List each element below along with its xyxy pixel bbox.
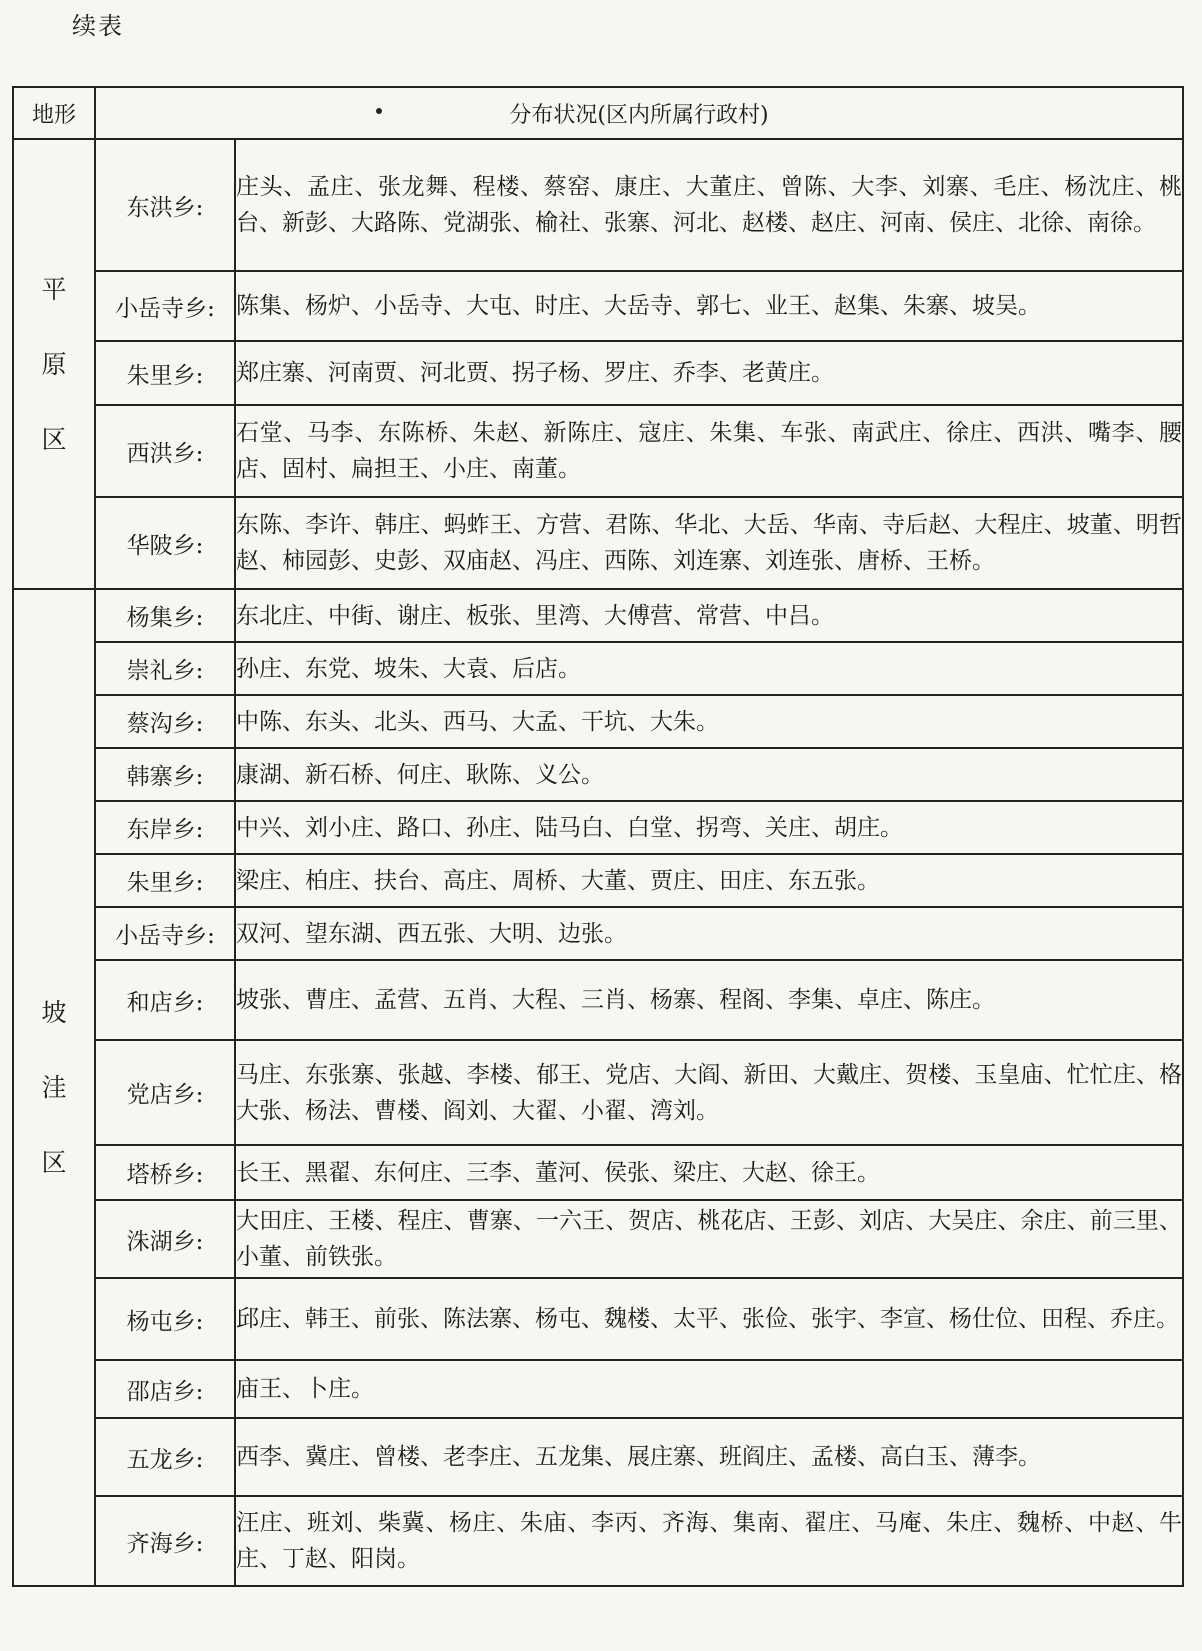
- villages-cell: 中兴、刘小庄、路口、孙庄、陆马白、白堂、拐弯、关庄、胡庄。: [235, 801, 1183, 854]
- table-row: [13, 589, 1183, 642]
- villages-cell: 庄头、孟庄、张龙舞、程楼、蔡窑、康庄、大董庄、曾陈、大李、刘寨、毛庄、杨沈庄、桃台、新彭、大路陈、党湖张、榆社、张寨、河北、赵楼、赵庄、河南、侯庄、北徐、南徐。: [235, 139, 1183, 271]
- page-header: 续表: [72, 12, 124, 40]
- villages-cell: 中陈、东头、北头、西马、大孟、干坑、大朱。: [235, 695, 1183, 748]
- township-cell: 洙湖乡:: [95, 1200, 235, 1278]
- table-row: [13, 1145, 1183, 1200]
- table-row: [13, 642, 1183, 695]
- township-cell: 东岸乡:: [95, 801, 235, 854]
- table-row: [13, 497, 1183, 589]
- table-row: [13, 801, 1183, 854]
- header-distribution: 分布状况(区内所属行政村): [95, 87, 1183, 139]
- region-cell: 坡 洼 区: [13, 589, 95, 1586]
- table-body: [13, 139, 1183, 1586]
- table-row: [13, 960, 1183, 1040]
- township-cell: 朱里乡:: [95, 854, 235, 907]
- table-row: [13, 854, 1183, 907]
- township-cell: 杨集乡:: [95, 589, 235, 642]
- township-cell: 小岳寺乡:: [95, 907, 235, 960]
- table-row: [13, 1418, 1183, 1496]
- table-row: [13, 1496, 1183, 1586]
- table-row: [13, 1278, 1183, 1360]
- table-header-row: [13, 87, 1183, 139]
- township-cell: 邵店乡:: [95, 1360, 235, 1418]
- villages-cell: 大田庄、王楼、程庄、曹寨、一六王、贺店、桃花店、王彭、刘店、大吴庄、余庄、前三里、小董、前铁张。: [235, 1200, 1183, 1278]
- township-cell: 朱里乡:: [95, 341, 235, 405]
- township-cell: 蔡沟乡:: [95, 695, 235, 748]
- table-row: [13, 748, 1183, 801]
- township-cell: 崇礼乡:: [95, 642, 235, 695]
- villages-cell: 汪庄、班刘、柴冀、杨庄、朱庙、李丙、齐海、集南、翟庄、马庵、朱庄、魏桥、中赵、牛庄、丁赵、阳岗。: [235, 1496, 1183, 1586]
- villages-cell: 陈集、杨炉、小岳寺、大屯、时庄、大岳寺、郭七、业王、赵集、朱寨、坡吴。: [235, 271, 1183, 341]
- table-row: [13, 1200, 1183, 1278]
- villages-cell: 梁庄、柏庄、扶台、高庄、周桥、大董、贾庄、田庄、东五张。: [235, 854, 1183, 907]
- table-row: [13, 271, 1183, 341]
- township-cell: 西洪乡:: [95, 405, 235, 497]
- township-cell: 韩寨乡:: [95, 748, 235, 801]
- villages-cell: 郑庄寨、河南贾、河北贾、拐子杨、罗庄、乔李、老黄庄。: [235, 341, 1183, 405]
- header-terrain: 地形: [13, 87, 95, 139]
- table-row: [13, 139, 1183, 271]
- township-cell: 党店乡:: [95, 1040, 235, 1145]
- ink-dot: [376, 108, 382, 114]
- township-cell: 五龙乡:: [95, 1418, 235, 1496]
- villages-cell: 石堂、马李、东陈桥、朱赵、新陈庄、寇庄、朱集、车张、南武庄、徐庄、西洪、嘴李、腰店、固村、扁担王、小庄、南董。: [235, 405, 1183, 497]
- township-cell: 华陂乡:: [95, 497, 235, 589]
- villages-cell: 双河、望东湖、西五张、大明、边张。: [235, 907, 1183, 960]
- township-cell: 和店乡:: [95, 960, 235, 1040]
- villages-cell: 东北庄、中街、谢庄、板张、里湾、大傅营、常营、中吕。: [235, 589, 1183, 642]
- township-cell: 塔桥乡:: [95, 1145, 235, 1200]
- township-cell: 小岳寺乡:: [95, 271, 235, 341]
- villages-cell: 康湖、新石桥、何庄、耿陈、义公。: [235, 748, 1183, 801]
- villages-cell: 西李、冀庄、曾楼、老李庄、五龙集、展庄寨、班阎庄、孟楼、高白玉、薄李。: [235, 1418, 1183, 1496]
- villages-cell: 坡张、曹庄、孟营、五肖、大程、三肖、杨寨、程阁、李集、卓庄、陈庄。: [235, 960, 1183, 1040]
- villages-cell: 长王、黑翟、东何庄、三李、董河、侯张、梁庄、大赵、徐王。: [235, 1145, 1183, 1200]
- villages-cell: 邱庄、韩王、前张、陈法寨、杨屯、魏楼、太平、张俭、张宇、李宣、杨仕位、田程、乔庄。: [235, 1278, 1183, 1360]
- township-cell: 杨屯乡:: [95, 1278, 235, 1360]
- table-row: [13, 907, 1183, 960]
- table-row: [13, 1360, 1183, 1418]
- table-row: [13, 405, 1183, 497]
- villages-cell: 东陈、李许、韩庄、蚂蚱王、方营、君陈、华北、大岳、华南、寺后赵、大程庄、坡董、明哲赵、柿园彭、史彭、双庙赵、冯庄、西陈、刘连寨、刘连张、唐桥、王桥。: [235, 497, 1183, 589]
- township-cell: 齐海乡:: [95, 1496, 235, 1586]
- villages-cell: 庙王、卜庄。: [235, 1360, 1183, 1418]
- region-cell: 平 原 区: [13, 139, 95, 589]
- villages-cell: 马庄、东张寨、张越、李楼、郁王、党店、大阎、新田、大戴庄、贺楼、玉皇庙、忙忙庄、格大张、杨法、曹楼、阎刘、大翟、小翟、湾刘。: [235, 1040, 1183, 1145]
- villages-cell: 孙庄、东党、坡朱、大袁、后店。: [235, 642, 1183, 695]
- table-row: [13, 341, 1183, 405]
- township-cell: 东洪乡:: [95, 139, 235, 271]
- table-row: [13, 1040, 1183, 1145]
- table-row: [13, 695, 1183, 748]
- village-distribution-table: [12, 86, 1184, 1587]
